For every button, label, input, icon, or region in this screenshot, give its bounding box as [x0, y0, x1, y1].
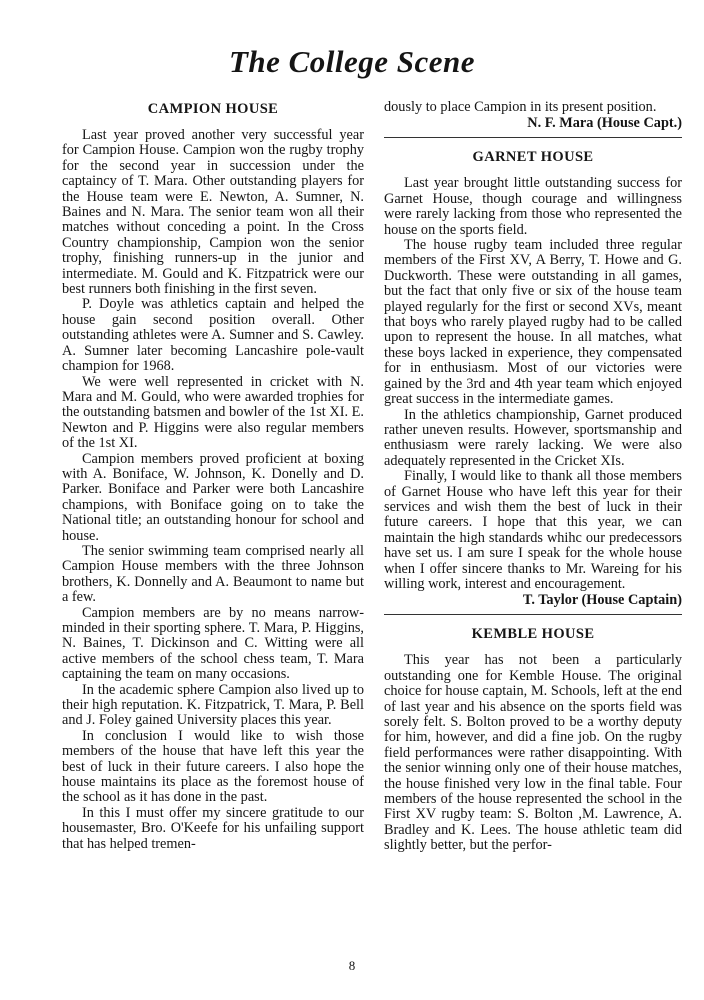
campion-house-heading: CAMPION HOUSE [147, 101, 279, 117]
campion-continuation: dously to place Campion in its present position. [384, 99, 657, 115]
right-column [384, 100, 682, 854]
article-paragraph: Last year proved another very successful year for Campion House. Campion won the rugby trophy for the second year in succession under the captaincy of T. Mara. Other outstanding players for the House team were E. Newton, A. Sumner, N. Baines and N. Mara. The senior team won all their matches without conceding a point. In the Cross Country championship, Campion won the senior trophy, finishing runners-up in the junior and intermediate. M. Gould and K. Fitzpatrick were our best runners both finishing in the first seven. [62, 127, 364, 298]
campion-house-article [62, 128, 364, 852]
article-paragraph: This year has not been a particularly outstanding one for Kemble House. The original choice for house captain, M. Schools, left at the end of last year and his absence on the sports field was sorely felt. S. Bolton proved to be a worthy deputy for him, however, and did a fine job. On the rugby field performances were rather disappointing. With the senior winning only one of their house matches, the house finished very low in the final table. Four members of the house represented the school in the First XV rugby team: S. Bolton ,M. Lawrence, A. Bradley and K. Lees. The house athletic team did slightly better, but the perfor- [384, 652, 682, 854]
article-paragraph: The house rugby team included three regular members of the First XV, A Berry, T. Howe and G. Duckworth. These were outstanding in all games, but the fact that only five or six of the house team played regularly for the first or second XVs, meant that boys who rarely played rugby had to be called upon to represent the house. In all matches, what these boys lacked in experience, they compensated for in enthusiasm. Most of our victories were gained by the 3rd and 4th year team which enjoyed great success in the intermediate games. [384, 237, 682, 408]
article-paragraph: Campion members are by no means narrow-minded in their sporting sphere. T. Mara, P. Higgins, N. Baines, T. Dickinson and C. Witting were all active members of the school chess team, T. Mara captaining the team on many occasions. [62, 604, 364, 683]
garnet-house-heading: GARNET HOUSE [472, 149, 594, 166]
section-divider [384, 614, 682, 615]
kemble-house-heading: KEMBLE HOUSE [471, 626, 595, 643]
article-paragraph: Campion members proved proficient at boxing with A. Boniface, W. Johnson, K. Donelly and D. Parker. Boniface and Parker were both Lancashire champions, with Boniface going on to take the National title; an outstanding honour for school and house. [62, 450, 364, 544]
article-paragraph: In the academic sphere Campion also lived up to their high reputation. K. Fitzpatrick, T. Mara, P. Bell and J. Foley gained University places this year. [62, 681, 364, 729]
garnet-house-article [384, 176, 682, 592]
article-paragraph: In the athletics championship, Garnet produced rather uneven results. However, sportsmanship and enthusiasm were rarely lacking. We were also adequately represented in the Cricket XIs. [384, 406, 682, 469]
article-paragraph: Finally, I would like to thank all those members of Garnet House who have left this year for their services and wish them the best of luck in their future careers. I hope that this year, we can maintain the high standards whihc our predecessors have set us. I am sure I speak for the whole house when I offer sincere thanks to Mr. Wareing for his willing work, interest and encouragement. [384, 468, 682, 592]
article-paragraph: The senior swimming team comprised nearly all Campion House members with the three Johnson brothers, K. Donnelly and A. Beaumont to name but a few. [62, 542, 364, 606]
page-title: The College Scene [228, 44, 476, 79]
garnet-signature: T. Taylor (House Captain) [522, 592, 682, 609]
page-number: 8 [348, 958, 356, 973]
article-paragraph: Last year brought little outstanding success for Garnet House, though courage and willingness were rarely lacking from those who represented the house on the sports field. [384, 175, 682, 238]
article-paragraph: In this I must offer my sincere gratitude to our housemaster, Bro. O'Keefe for his unfailing support that has helped tremen- [62, 804, 364, 852]
campion-signature: N. F. Mara (House Capt.) [527, 115, 682, 132]
article-paragraph: P. Doyle was athletics captain and helped the house gain second position overall. Other outstanding athletes were A. Sumner and S. Cawley. A. Sumner later becoming Lancashire pole-vault champion for 1968. [62, 296, 364, 375]
section-divider [384, 137, 682, 138]
article-paragraph: We were well represented in cricket with N. Mara and M. Gould, who were awarded trophies for the outstanding batsmen and bowler of the 1st XI. E. Newton and P. Higgins were also regular members of the 1st XI. [62, 373, 364, 452]
left-column [62, 100, 364, 852]
article-paragraph: In conclusion I would like to wish those members of the house that have left this year the best of luck in their future careers. I also hope the house maintains its place as the foremost house of the school as it has done in the past. [62, 727, 364, 806]
kemble-house-article [384, 653, 682, 853]
